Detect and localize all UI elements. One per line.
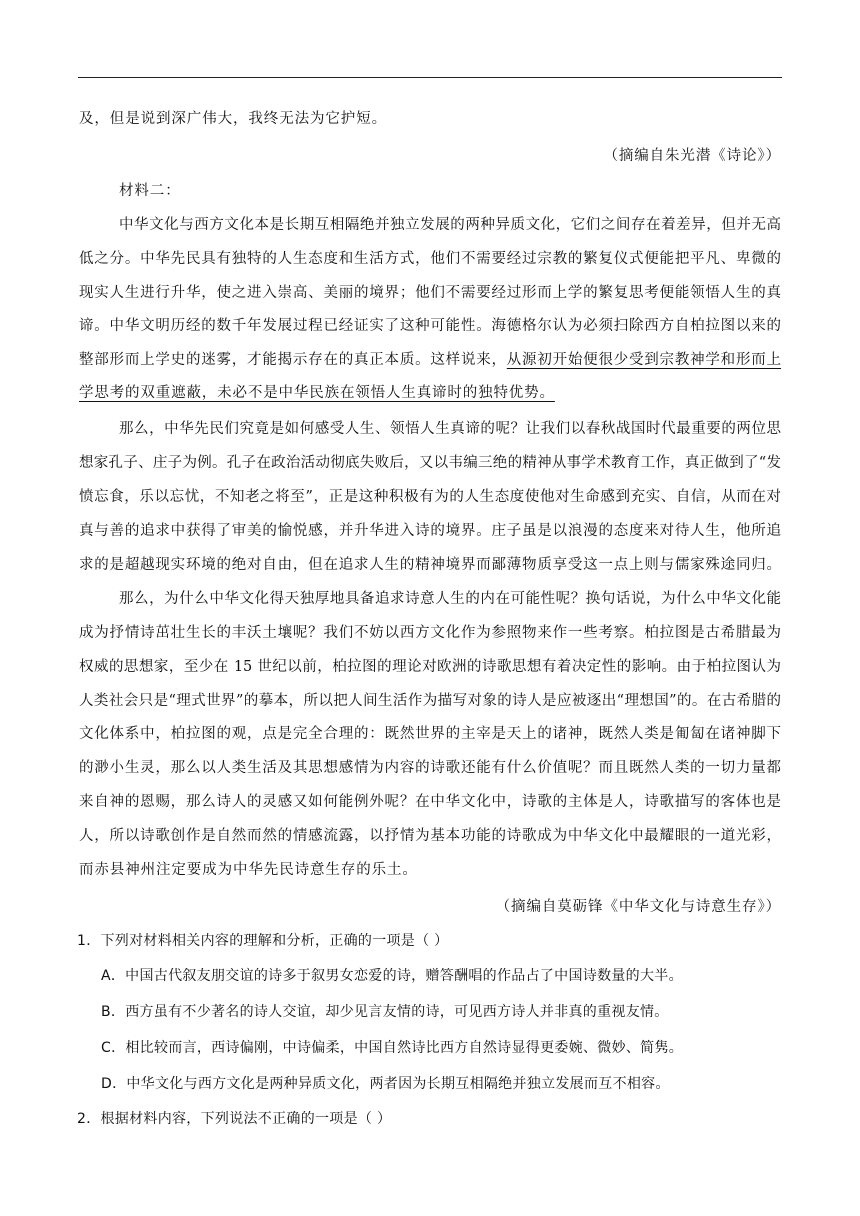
option-b: B．西方虽有不少著名的诗人交谊，却少见言友情的诗，可见西方诗人并非真的重视友情。: [101, 1004, 669, 1020]
paragraph-1-line-5: 整部形而上学史的迷雾，才能揭示存在的真正本质。这样说来，从源初开始便很少受到宗教神学和形而上: [79, 352, 782, 368]
option-c: C．相比较而言，西诗偏刚，中诗偏柔，中国自然诗比西方自然诗显得更委婉、微妙、简隽。: [101, 1040, 684, 1056]
option-d: D．中华文化与西方文化是两种异质文化，两者因为长期互相隔绝并独立发展而互不相容。: [101, 1076, 670, 1092]
option-a: A．中国古代叙友朋交谊的诗多于叙男女恋爱的诗，赠答酬唱的作品占了中国诗数量的大半。: [101, 968, 683, 984]
source-citation-1: （摘编自朱光潜《诗论》）: [603, 148, 781, 164]
underlined-sentence-cont: 学思考的双重遮蔽，未必不是中华民族在领悟人生真谛时的独特优势。: [79, 385, 555, 401]
question-1-stem: 1．下列对材料相关内容的理解和分析，正确的一项是（ ）: [77, 933, 449, 949]
material2-heading: 材料二：: [119, 183, 181, 199]
source-citation-2: （摘编自莫砺锋《中华文化与诗意生存》）: [495, 899, 781, 915]
question-2-stem: 2．根据材料内容，下列说法不正确的一项是（ ）: [77, 1111, 392, 1127]
material1-tail: 及，但是说到深广伟大，我终无法为它护短。: [79, 111, 387, 127]
header-rule: [78, 77, 782, 78]
underlined-sentence: 从源初开始便很少受到宗教神学和形而上: [506, 352, 782, 368]
